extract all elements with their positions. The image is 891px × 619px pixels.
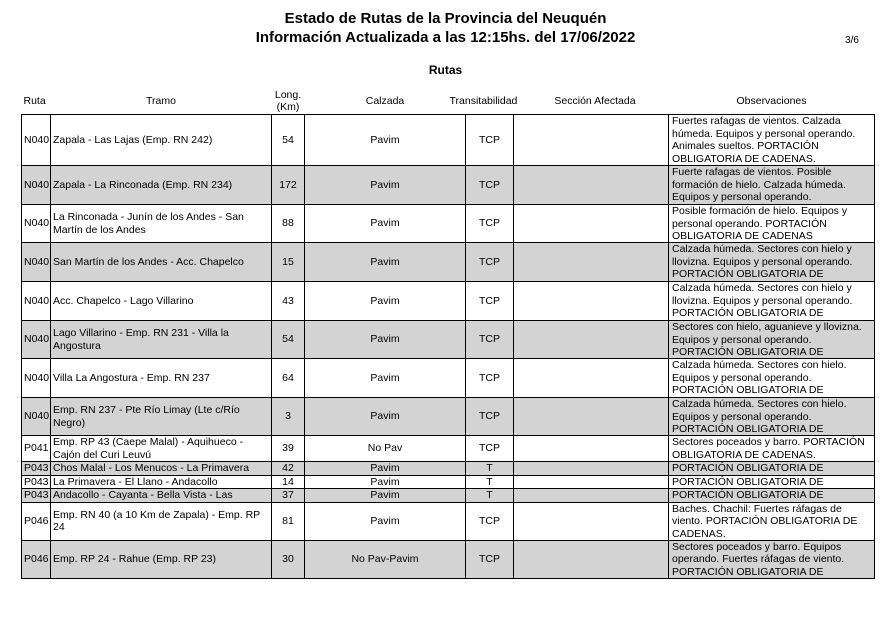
table-row xyxy=(22,205,875,243)
cell-calzada: No Pav xyxy=(305,436,466,462)
cell-tramo: La Primavera - El Llano - Andacollo xyxy=(51,475,272,489)
routes-table xyxy=(21,88,875,579)
cell-transitabilidad: TCP xyxy=(466,166,514,205)
observaciones-text: Sectores con hielo, aguanieve y llovizna. Equipos y personal operando. PORTACIÓN OBLIGATORIA DE xyxy=(672,321,862,358)
cell-calzada: No Pav-Pavim xyxy=(305,540,466,578)
cell-ruta: P041 xyxy=(22,436,51,462)
cell-ruta: N040 xyxy=(22,359,51,398)
cell-observaciones xyxy=(669,398,875,436)
cell-ruta: P043 xyxy=(22,489,51,503)
cell-observaciones xyxy=(669,540,875,578)
col-header-ruta: Ruta xyxy=(22,88,51,115)
table-row xyxy=(22,475,875,489)
cell-observaciones xyxy=(669,243,875,282)
observaciones-text: PORTACIÓN OBLIGATORIA DE xyxy=(672,475,824,488)
cell-observaciones xyxy=(669,502,875,540)
report-subtitle: Información Actualizada a las 12:15hs. del 17/06/2022 xyxy=(255,29,636,46)
cell-calzada: Pavim xyxy=(305,321,466,359)
cell-observaciones xyxy=(669,359,875,398)
col-header-long xyxy=(272,88,305,115)
cell-transitabilidad: TCP xyxy=(466,359,514,398)
cell-transitabilidad: T xyxy=(466,489,514,503)
observaciones-text: PORTACIÓN OBLIGATORIA DE xyxy=(672,489,824,501)
cell-transitabilidad: TCP xyxy=(466,282,514,321)
cell-calzada: Pavim xyxy=(305,243,466,282)
table-row xyxy=(22,115,875,166)
cell-ruta: N040 xyxy=(22,115,51,166)
col-header-transitabilidad-label: Transitabilidad xyxy=(449,95,518,107)
cell-ruta: P043 xyxy=(22,462,51,476)
cell-observaciones xyxy=(669,321,875,359)
cell-ruta: P043 xyxy=(22,475,51,489)
observaciones-text: Fuertes rafagas de vientos. Calzada húmeda. Equipos y personal operando. Animales sueltos. PORTACIÓN OBLIGATORIA DE CADENAS. xyxy=(672,115,856,165)
cell-transitabilidad: T xyxy=(466,475,514,489)
cell-tramo: Lago Villarino - Emp. RN 231 - Villa la Angostura xyxy=(51,321,272,359)
cell-calzada: Pavim xyxy=(305,462,466,476)
cell-seccion xyxy=(514,205,669,243)
section-title: Rutas xyxy=(428,63,463,77)
col-header-tramo: Tramo xyxy=(51,88,272,115)
cell-ruta: N040 xyxy=(22,398,51,436)
cell-calzada: Pavim xyxy=(305,282,466,321)
cell-calzada: Pavim xyxy=(305,475,466,489)
cell-seccion xyxy=(514,243,669,282)
col-header-long-unit: (Km) xyxy=(276,101,300,113)
cell-observaciones xyxy=(669,166,875,205)
cell-ruta: P046 xyxy=(22,502,51,540)
cell-calzada: Pavim xyxy=(305,502,466,540)
cell-calzada: Pavim xyxy=(305,489,466,503)
cell-long: 81 xyxy=(272,502,305,540)
table-row xyxy=(22,462,875,476)
observaciones-text: Baches. Chachil: Fuertes ráfagas de viento. PORTACIÓN OBLIGATORIA DE CADENAS. xyxy=(672,502,858,540)
cell-long: 37 xyxy=(272,489,305,503)
cell-observaciones xyxy=(669,462,875,476)
cell-ruta: P046 xyxy=(22,540,51,578)
cell-long: 39 xyxy=(272,436,305,462)
cell-ruta: N040 xyxy=(22,205,51,243)
cell-long: 64 xyxy=(272,359,305,398)
cell-transitabilidad: TCP xyxy=(466,243,514,282)
cell-long: 54 xyxy=(272,115,305,166)
table-row xyxy=(22,321,875,359)
cell-seccion xyxy=(514,115,669,166)
cell-seccion xyxy=(514,502,669,540)
table-row xyxy=(22,243,875,282)
cell-ruta: N040 xyxy=(22,243,51,282)
cell-tramo: Zapala - Las Lajas (Emp. RN 242) xyxy=(51,115,272,166)
cell-calzada: Pavim xyxy=(305,205,466,243)
cell-long: 43 xyxy=(272,282,305,321)
table-row xyxy=(22,282,875,321)
col-header-long-label: Long. xyxy=(274,89,302,101)
cell-tramo: Emp. RP 43 (Caepe Malal) - Aquihueco - Cajón del Curi Leuvú xyxy=(51,436,272,462)
cell-long: 3 xyxy=(272,398,305,436)
cell-tramo: Emp. RP 24 - Rahue (Emp. RP 23) xyxy=(51,540,272,578)
cell-seccion xyxy=(514,475,669,489)
col-header-observaciones: Observaciones xyxy=(669,88,875,115)
cell-long: 30 xyxy=(272,540,305,578)
col-header-seccion xyxy=(514,88,669,115)
cell-observaciones xyxy=(669,115,875,166)
observaciones-text: Posible formación de hielo. Equipos y personal operando. PORTACIÓN OBLIGATORIA DE CADENAS xyxy=(672,205,848,242)
table-header-row xyxy=(22,88,875,115)
cell-tramo: Villa La Angostura - Emp. RN 237 xyxy=(51,359,272,398)
observaciones-text: Fuerte rafagas de vientos. Posible formación de hielo. Calzada húmeda. Equipos y personal operando. xyxy=(672,166,846,203)
cell-observaciones xyxy=(669,475,875,489)
cell-calzada: Pavim xyxy=(305,166,466,205)
cell-calzada: Pavim xyxy=(305,115,466,166)
cell-tramo: Emp. RN 237 - Pte Río Limay (Lte c/Río Negro) xyxy=(51,398,272,436)
table-body xyxy=(22,115,875,579)
cell-observaciones xyxy=(669,489,875,503)
observaciones-text: Calzada húmeda. Sectores con hielo y llovizna. Equipos y personal operando. PORTACIÓN OBLIGATORIA DE xyxy=(672,282,853,319)
cell-transitabilidad: TCP xyxy=(466,502,514,540)
col-header-seccion-label: Sección Afectada xyxy=(554,95,636,107)
cell-long: 54 xyxy=(272,321,305,359)
cell-seccion xyxy=(514,489,669,503)
cell-long: 15 xyxy=(272,243,305,282)
cell-long: 172 xyxy=(272,166,305,205)
cell-calzada: Pavim xyxy=(305,398,466,436)
cell-observaciones xyxy=(669,282,875,321)
observaciones-text: Sectores poceados y barro. Equipos operando. Fuertes ráfagas de viento. PORTACIÓN OBLIGATORIA DE xyxy=(672,540,845,578)
cell-observaciones xyxy=(669,205,875,243)
cell-tramo: Zapala - La Rinconada (Emp. RN 234) xyxy=(51,166,272,205)
cell-tramo: Andacollo - Cayanta - Bella Vista - Las xyxy=(51,489,272,503)
cell-long: 88 xyxy=(272,205,305,243)
cell-transitabilidad: TCP xyxy=(466,205,514,243)
observaciones-text: Calzada húmeda. Sectores con hielo y llovizna. Equipos y personal operando. PORTACIÓN OBLIGATORIA DE xyxy=(672,243,853,280)
cell-seccion xyxy=(514,359,669,398)
cell-ruta: N040 xyxy=(22,166,51,205)
cell-seccion xyxy=(514,462,669,476)
cell-transitabilidad: TCP xyxy=(466,115,514,166)
observaciones-text: Calzada húmeda. Sectores con hielo. Equipos y personal operando. PORTACIÓN OBLIGATORIA DE xyxy=(672,359,847,396)
table-row xyxy=(22,359,875,398)
col-header-transitabilidad xyxy=(449,88,518,115)
cell-observaciones xyxy=(669,436,875,462)
observaciones-text: Calzada húmeda. Sectores con hielo. Equipos y personal operando. PORTACIÓN OBLIGATORIA DE xyxy=(672,398,847,435)
cell-ruta: N040 xyxy=(22,321,51,359)
cell-tramo: Emp. RN 40 (a 10 Km de Zapala) - Emp. RP 24 xyxy=(51,502,272,540)
cell-calzada: Pavim xyxy=(305,359,466,398)
cell-tramo: Chos Malal - Los Menucos - La Primavera xyxy=(51,462,272,476)
cell-seccion xyxy=(514,540,669,578)
report-title: Estado de Rutas de la Provincia del Neuquén xyxy=(284,10,607,27)
cell-transitabilidad: TCP xyxy=(466,398,514,436)
observaciones-text: Sectores poceados y barro. PORTACIÓN OBLIGATORIA DE CADENAS. xyxy=(672,436,865,460)
cell-long: 14 xyxy=(272,475,305,489)
observaciones-text: PORTACIÓN OBLIGATORIA DE xyxy=(672,462,824,474)
cell-tramo: San Martín de los Andes - Acc. Chapelco xyxy=(51,243,272,282)
cell-long: 42 xyxy=(272,462,305,476)
cell-seccion xyxy=(514,282,669,321)
page-number: 3/6 xyxy=(845,35,859,46)
table-row xyxy=(22,398,875,436)
cell-transitabilidad: TCP xyxy=(466,540,514,578)
cell-transitabilidad: TCP xyxy=(466,436,514,462)
table-row xyxy=(22,489,875,503)
cell-tramo: La Rinconada - Junín de los Andes - San Martín de los Andes xyxy=(51,205,272,243)
table-row xyxy=(22,502,875,540)
table-row xyxy=(22,436,875,462)
cell-seccion xyxy=(514,398,669,436)
col-header-calzada: Calzada xyxy=(305,88,466,115)
table-row xyxy=(22,540,875,578)
cell-seccion xyxy=(514,321,669,359)
cell-transitabilidad: T xyxy=(466,462,514,476)
cell-ruta: N040 xyxy=(22,282,51,321)
cell-seccion xyxy=(514,436,669,462)
cell-transitabilidad: TCP xyxy=(466,321,514,359)
cell-seccion xyxy=(514,166,669,205)
cell-tramo: Acc. Chapelco - Lago Villarino xyxy=(51,282,272,321)
table-row xyxy=(22,166,875,205)
